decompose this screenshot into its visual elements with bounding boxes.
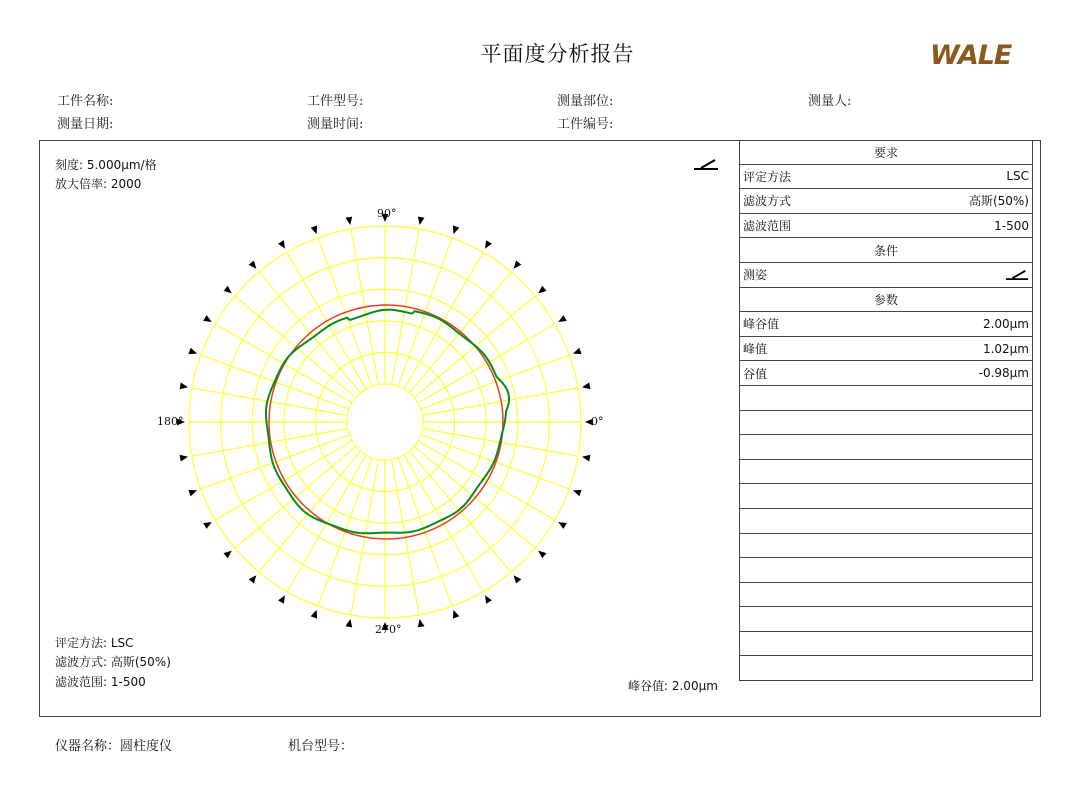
grid-spoke — [235, 446, 356, 548]
filter-label: 滤波方式: 高斯(50%) — [55, 655, 171, 669]
angle-marker — [485, 595, 492, 604]
grid-spoke — [201, 435, 349, 489]
angle-270-label: 270° — [375, 623, 402, 636]
valley-row-label: 谷值 — [743, 366, 768, 381]
angle-marker — [453, 225, 459, 234]
range-row-value: 1-500 — [994, 218, 1029, 233]
empty-table-row — [739, 656, 1033, 681]
range-label: 滤波范围: 1-500 — [55, 675, 146, 689]
posture-row-label: 测姿 — [743, 268, 768, 283]
peak-valley-row-label: 峰谷值 — [743, 317, 780, 332]
angle-180-label: 180° — [157, 415, 184, 428]
magnification-label: 放大倍率: 2000 — [55, 177, 142, 191]
measure-date-label: 测量日期: — [57, 117, 114, 132]
angle-marker — [558, 522, 567, 529]
empty-table-row — [739, 558, 1033, 583]
empty-table-row — [739, 534, 1033, 559]
filter-row-value: 高斯(50%) — [968, 194, 1029, 209]
angle-marker — [278, 595, 285, 604]
empty-table-row — [739, 632, 1033, 657]
valley-row-value: -0.98μm — [978, 366, 1029, 381]
empty-table-row — [739, 435, 1033, 460]
angle-marker — [418, 619, 425, 627]
angle-90-label: 90° — [377, 207, 397, 220]
empty-table-row — [739, 583, 1033, 608]
angle-marker — [582, 383, 590, 390]
angle-marker — [573, 348, 582, 354]
angle-marker — [188, 490, 197, 496]
params-header: 参数 — [739, 288, 1033, 313]
measure-time-label: 测量时间: — [307, 117, 364, 132]
method-row — [739, 165, 1033, 190]
probe-icon — [1005, 268, 1029, 281]
grid-spoke — [422, 388, 578, 415]
empty-table-row — [739, 386, 1033, 411]
empty-table-row — [739, 460, 1033, 485]
measurer-label: 测量人: — [808, 94, 852, 109]
filter-row-label: 滤波方式 — [743, 194, 792, 209]
peak-row-value: 1.02μm — [982, 341, 1029, 356]
grid-spoke — [421, 355, 569, 409]
machine-model: 机台型号： — [288, 739, 354, 754]
peak-valley-row-value: 2.00μm — [982, 316, 1029, 331]
filter-row — [739, 189, 1033, 214]
angle-marker — [311, 225, 317, 234]
scale-label: 刻度: 5.000μm/格 — [55, 158, 157, 172]
empty-table-row — [739, 509, 1033, 534]
report-title: 平面度分析报告 — [480, 42, 635, 66]
empty-table-row — [739, 607, 1033, 632]
range-row — [739, 214, 1033, 239]
part-number-label: 工件编号: — [557, 117, 614, 132]
angle-marker — [180, 455, 188, 462]
angle-marker — [346, 217, 353, 225]
angle-marker — [558, 315, 567, 322]
angle-marker — [514, 575, 522, 583]
method-row-label: 评定方法 — [743, 169, 792, 184]
angle-marker — [224, 286, 232, 294]
instrument-name: 仪器名称：圆柱度仪 — [55, 739, 173, 754]
method-row-value: LSC — [1006, 169, 1029, 184]
peak-valley-row — [739, 312, 1033, 337]
range-row-label: 滤波范围 — [743, 219, 792, 234]
angle-marker — [203, 315, 212, 322]
angle-0-label: 0° — [591, 415, 604, 428]
grid-ring — [347, 384, 423, 460]
angle-marker — [346, 619, 353, 627]
angle-marker — [224, 551, 232, 559]
grid-spoke — [414, 296, 535, 398]
valley-row — [739, 361, 1033, 386]
parameter-table — [739, 140, 1033, 681]
angle-marker — [311, 610, 317, 619]
requirements-header: 要求 — [739, 140, 1033, 165]
empty-table-row — [739, 484, 1033, 509]
angle-marker — [418, 217, 425, 225]
empty-table-row — [739, 411, 1033, 436]
peak-row — [739, 337, 1033, 362]
peak-row-label: 峰值 — [743, 342, 768, 357]
angle-marker — [180, 383, 188, 390]
angle-marker — [249, 575, 257, 583]
posture-row — [739, 263, 1033, 288]
angle-marker — [485, 240, 492, 249]
method-label: 评定方法: LSC — [55, 636, 134, 650]
peak-valley-label: 峰谷值: 2.00μm — [628, 679, 718, 693]
angle-marker — [203, 522, 212, 529]
part-name-label: 工件名称: — [57, 94, 114, 109]
grid-spoke — [414, 446, 535, 548]
angle-marker — [538, 551, 546, 559]
angle-marker — [514, 261, 522, 269]
angle-marker — [249, 261, 257, 269]
angle-marker — [188, 348, 197, 354]
brand-logo: WALE — [930, 40, 1012, 71]
angle-marker — [582, 455, 590, 462]
angle-marker — [453, 610, 459, 619]
angle-marker — [538, 286, 546, 294]
measure-position-label: 测量部位: — [557, 94, 614, 109]
angle-marker — [573, 490, 582, 496]
part-model-label: 工件型号: — [307, 94, 364, 109]
angle-marker — [278, 240, 285, 249]
grid-spoke — [235, 296, 356, 398]
conditions-header: 条件 — [739, 238, 1033, 263]
